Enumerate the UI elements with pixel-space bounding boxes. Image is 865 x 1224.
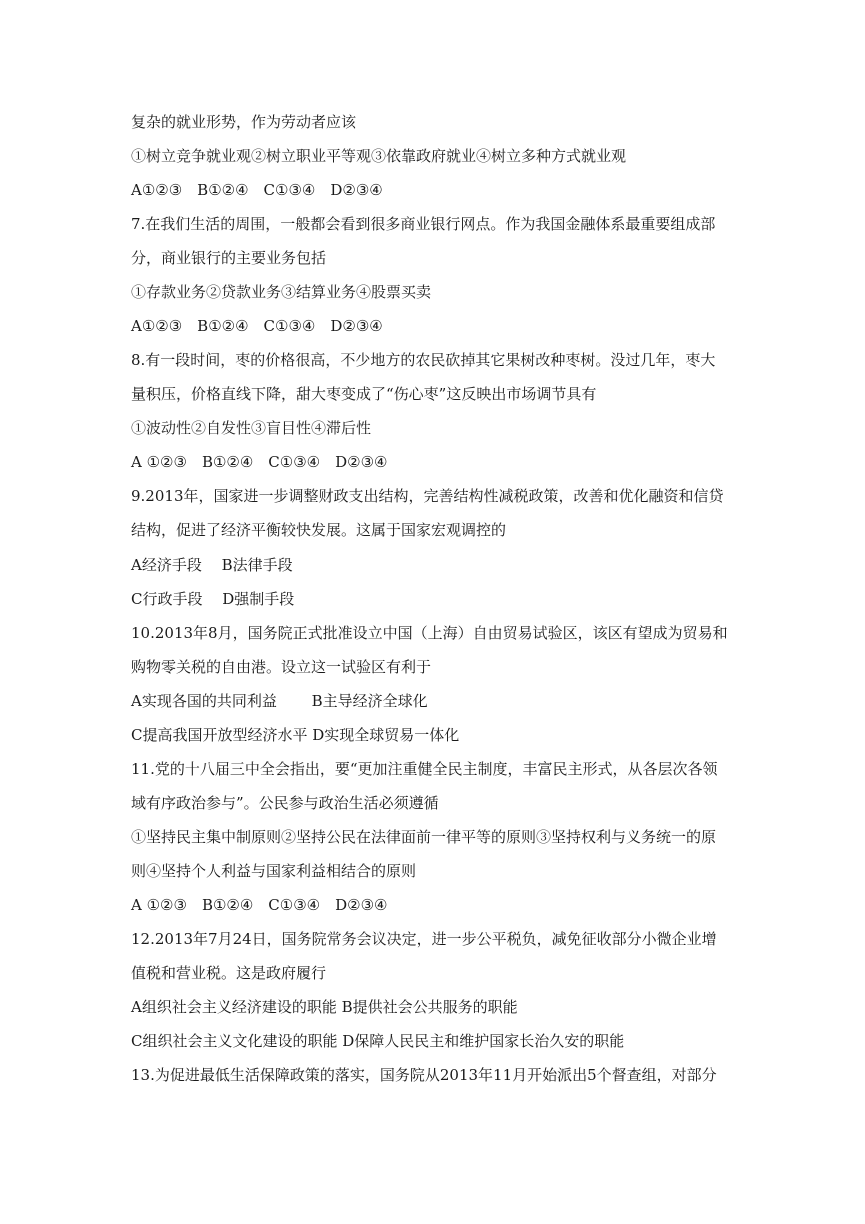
text-line: ①存款业务②贷款业务③结算业务④股票买卖 bbox=[131, 283, 432, 301]
answer-options: A实现各国的共同利益 B主导经济全球化 bbox=[131, 692, 428, 710]
text-line: 购物零关税的自由港。设立这一试验区有利于 bbox=[131, 658, 432, 676]
question-12: 12.2013年7月24日，国务院常务会议决定，进一步公平税负，减免征收部分小微企业增 bbox=[131, 930, 717, 948]
text-line: 量积压，价格直线下降，甜大枣变成了“伤心枣”这反映出市场调节具有 bbox=[131, 385, 597, 403]
answer-options: A①②③ B①②④ C①③④ D②③④ bbox=[131, 181, 383, 199]
answer-options: A ①②③ B①②④ C①③④ D②③④ bbox=[131, 896, 388, 914]
text-line: ①波动性②自发性③盲目性④滞后性 bbox=[131, 419, 372, 437]
question-11: 11.党的十八届三中全会指出，要“更加注重健全民主制度，丰富民主形式，从各层次各领 bbox=[131, 760, 718, 778]
answer-options: A①②③ B①②④ C①③④ D②③④ bbox=[131, 317, 383, 335]
answer-options: A ①②③ B①②④ C①③④ D②③④ bbox=[131, 453, 388, 471]
question-13: 13.为促进最低生活保障政策的落实，国务院从2013年11月开始派出5个督查组，对部分 bbox=[131, 1066, 717, 1084]
text-line: 结构，促进了经济平衡较快发展。这属于国家宏观调控的 bbox=[131, 521, 507, 539]
answer-options: A经济手段 B法律手段 bbox=[131, 556, 293, 574]
answer-options: C组织社会主义文化建设的职能 D保障人民民主和维护国家长治久安的职能 bbox=[131, 1032, 625, 1050]
text-line: 分，商业银行的主要业务包括 bbox=[131, 249, 327, 267]
question-9: 9.2013年，国家进一步调整财政支出结构，完善结构性减税政策，改善和优化融资和信贷 bbox=[131, 487, 724, 505]
answer-options: C行政手段 D强制手段 bbox=[131, 590, 295, 608]
text-line: 复杂的就业形势，作为劳动者应该 bbox=[131, 113, 357, 131]
text-line: 值税和营业税。这是政府履行 bbox=[131, 964, 327, 982]
text-line: ①坚持民主集中制原则②坚持公民在法律面前一律平等的原则③坚持权利与义务统一的原 bbox=[131, 828, 717, 846]
answer-options: C提高我国开放型经济水平 D实现全球贸易一体化 bbox=[131, 726, 460, 744]
question-7: 7.在我们生活的周围，一般都会看到很多商业银行网点。作为我国金融体系最重要组成部 bbox=[131, 215, 716, 233]
text-line: 则④坚持个人利益与国家利益相结合的原则 bbox=[131, 862, 417, 880]
text-line: ①树立竞争就业观②树立职业平等观③依靠政府就业④树立多种方式就业观 bbox=[131, 147, 627, 165]
question-10: 10.2013年8月，国务院正式批准设立中国（上海）自由贸易试验区，该区有望成为贸易和 bbox=[131, 624, 728, 642]
text-line: 域有序政治参与”。公民参与政治生活必须遵循 bbox=[131, 794, 439, 812]
question-8: 8.有一段时间，枣的价格很高，不少地方的农民砍掉其它果树改种枣树。没过几年，枣大 bbox=[131, 351, 716, 369]
answer-options: A组织社会主义经济建设的职能 B提供社会公共服务的职能 bbox=[131, 998, 518, 1016]
